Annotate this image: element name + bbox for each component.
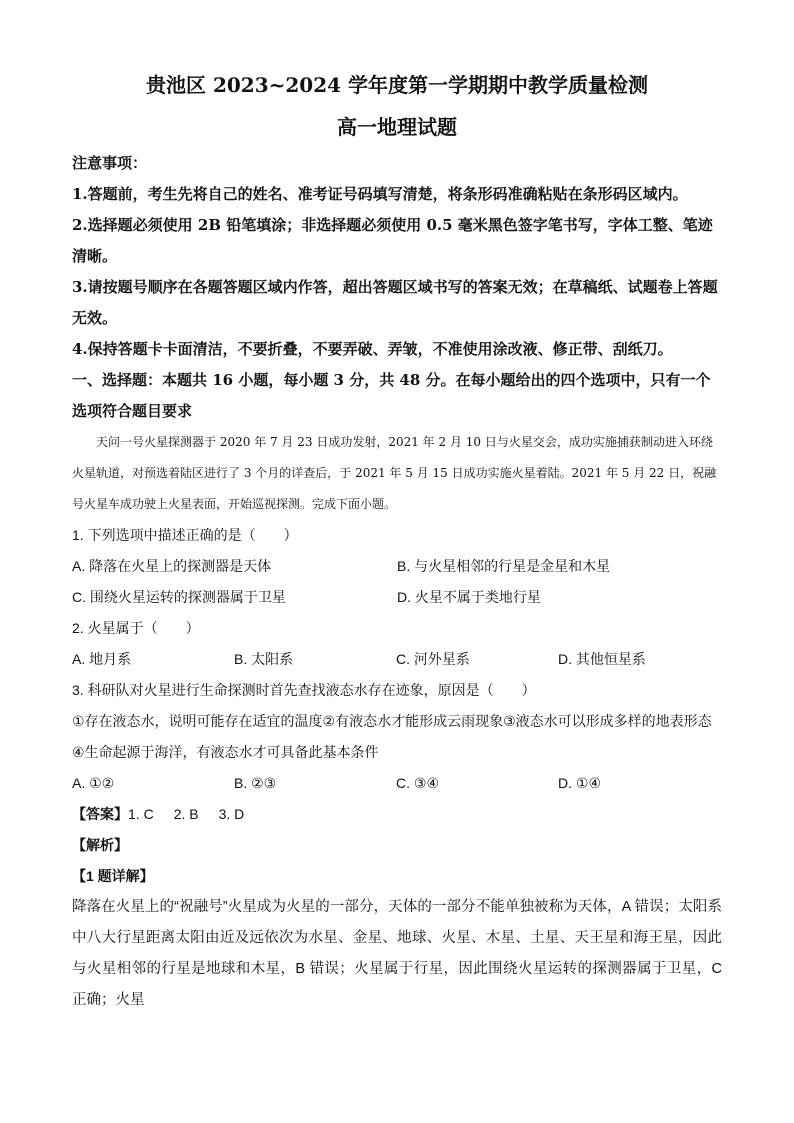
notice-item: 2.选择题必须使用 2B 铅笔填涂；非选择题必须使用 0.5 毫米黑色签字笔书写，字体工整、笔迹清晰。 (72, 216, 713, 265)
option-b: B. ②③ (234, 775, 277, 791)
option-d: D. ①④ (558, 775, 601, 791)
option-a: A. ①② (72, 775, 115, 791)
question-1 (72, 520, 722, 613)
answer-line (72, 799, 722, 830)
analysis-detail-tag: 【1 题详解】 (72, 868, 154, 884)
option-b: B. 太阳系 (234, 651, 294, 667)
notice-item: 3.请按题号顺序在各题答题区域内作答，超出答题区域书写的答案无效；在草稿纸、试题卷上答题无效。 (72, 278, 718, 327)
option-list (72, 551, 722, 613)
option-list (72, 768, 722, 799)
option-d: D. 火星不属于类地行星 (397, 589, 541, 605)
option-a: A. 地月系 (72, 651, 132, 667)
page-subtitle: 高一地理试题 (337, 115, 457, 139)
notice-item: 1.答题前，考生先将自己的姓名、准考证号码填写清楚，将条形码准确粘贴在条形码区域内。 (72, 185, 688, 203)
option-a: A. 降落在火星上的探测器是天体 (72, 558, 272, 574)
notice-block (72, 148, 722, 365)
answer-item: 2. B (173, 806, 199, 822)
answer-item: 1. C (128, 806, 154, 822)
option-list (72, 644, 722, 675)
notice-item: 4.保持答题卡卡面清洁，不要折叠，不要弄破、弄皱，不准使用涂改液、修正带、刮纸刀。 (72, 340, 673, 358)
analysis-tag: 【解析】 (72, 837, 128, 853)
question-stem: 2. 火星属于（ ） (72, 620, 200, 636)
option-b: B. 与火星相邻的行星是金星和木星 (397, 558, 611, 574)
question-stem: 1. 下列选项中描述正确的是（ ） (72, 527, 298, 543)
option-c: C. ③④ (396, 775, 439, 791)
question-statements: ①存在液态水，说明可能存在适宜的温度②有液态水才能形成云雨现象③液态水可以形成多样的地表形态④生命起源于海洋，有液态水才可具备此基本条件 (72, 713, 712, 760)
question-3 (72, 675, 722, 799)
answer-item: 3. D (218, 806, 245, 822)
question-2 (72, 613, 722, 675)
section-heading: 一、选择题：本题共 16 小题，每小题 3 分，共 48 分。在每小题给出的四个选项中，只有一个选项符合题目要求 (72, 371, 711, 420)
analysis-text: 降落在火星上的“祝融号”火星成为火星的一部分，天体的一部分不能单独被称为天体，A 错误；太阳系中八大行星距离太阳由近及远依次为水星、金星、地球、火星、木星、土星、天王星和海王星，因此与火星相邻的行星是地球和木星，B 错误；火星属于行星，因此围绕火星运转的探测器属于卫星，C 正确；火星 (72, 899, 722, 1008)
option-c: C. 围绕火星运转的探测器属于卫星 (72, 589, 286, 605)
option-c: C. 河外星系 (396, 651, 470, 667)
notice-heading: 注意事项： (72, 154, 148, 172)
question-stem: 3. 科研队对火星进行生命探测时首先查找液态水存在迹象，原因是（ ） (72, 682, 536, 698)
page-title: 贵池区 2023~2024 学年度第一学期期中教学质量检测 (145, 73, 648, 97)
reading-passage: 天问一号火星探测器于 2020 年 7 月 23 日成功发射，2021 年 2 月 10 日与火星交会，成功实施捕获制动进入环绕火星轨道，对预选着陆区进行了 3 个月的详查后，于 2021 年 5 月 15 日成功实施火星着陆。2021 年 5 月 22 日，祝融号火星车成功驶上火星表面，开始巡视探测。完成下面小题。 (72, 435, 717, 511)
exam-page (72, 70, 722, 1016)
option-d: D. 其他恒星系 (558, 651, 646, 667)
answer-tag: 【答案】 (72, 806, 128, 822)
